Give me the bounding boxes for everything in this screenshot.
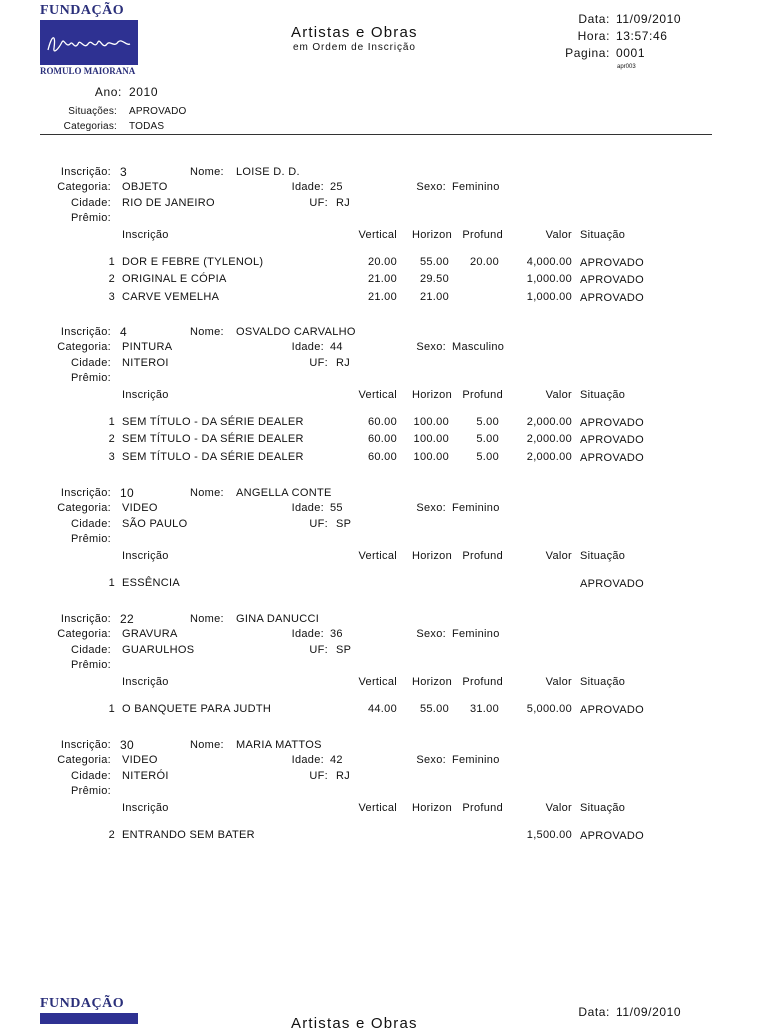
col-header-horizon: Horizon xyxy=(411,389,452,401)
uf-label: UF: xyxy=(309,357,328,369)
categoria-label: Categoria: xyxy=(57,341,111,353)
col-header-inscricao: Inscrição xyxy=(122,389,169,401)
work-title: ENTRANDO SEM BATER xyxy=(122,829,255,841)
premio-label: Prêmio: xyxy=(71,659,111,671)
logo-top-text: FUNDAÇÃO xyxy=(40,3,125,18)
date-label: Data: xyxy=(578,12,610,26)
uf-value: SP xyxy=(336,644,352,656)
artist-name: LOISE D. D. xyxy=(236,166,300,178)
work-number: 1 xyxy=(108,256,115,268)
uf-label: UF: xyxy=(309,644,328,656)
sexo-label: Sexo: xyxy=(416,341,446,353)
work-number: 2 xyxy=(108,829,115,841)
work-number: 1 xyxy=(108,416,115,428)
work-situacao: APROVADO xyxy=(580,434,644,447)
work-horizon: 55.00 xyxy=(419,703,449,715)
uf-value: RJ xyxy=(336,770,351,782)
page-value: 0001 xyxy=(616,46,646,60)
work-title: SEM TÍTULO - DA SÉRIE DEALER xyxy=(122,450,304,463)
nome-label: Nome: xyxy=(190,739,224,751)
year-value: 2010 xyxy=(129,85,159,99)
premio-label: Prêmio: xyxy=(71,785,111,797)
cidade-value: GUARULHOS xyxy=(122,644,195,656)
col-header-profund: Profund xyxy=(462,802,503,814)
col-header-situacao: Situação xyxy=(580,389,626,401)
col-header-inscricao: Inscrição xyxy=(122,802,169,814)
work-horizon: 100.00 xyxy=(413,450,449,463)
categoria-label: Categoria: xyxy=(57,502,111,514)
col-header-valor: Valor xyxy=(545,229,572,241)
nome-label: Nome: xyxy=(190,326,224,338)
category-filter-label: Categorias: xyxy=(63,121,117,132)
work-valor: 2,000.00 xyxy=(526,450,572,463)
idade-value: 42 xyxy=(330,754,343,766)
sexo-value: Feminino xyxy=(452,754,500,766)
cidade-label: Cidade: xyxy=(70,357,111,369)
work-profund: 31.00 xyxy=(469,703,499,715)
cidade-label: Cidade: xyxy=(70,197,111,209)
work-title: CARVE VEMELHA xyxy=(122,290,220,303)
col-header-situacao: Situação xyxy=(580,550,626,562)
cidade-label: Cidade: xyxy=(70,644,111,656)
col-header-vertical: Vertical xyxy=(358,389,397,401)
work-title: DOR E FEBRE (TYLENOL) xyxy=(122,256,264,268)
work-number: 1 xyxy=(108,703,115,715)
work-title: ESSÊNCIA xyxy=(122,577,181,589)
categoria-value: GRAVURA xyxy=(122,628,178,640)
work-valor: 1,000.00 xyxy=(526,290,572,303)
cidade-value: NITERÓI xyxy=(122,770,169,782)
col-header-horizon: Horizon xyxy=(411,229,452,241)
cidade-value: RIO DE JANEIRO xyxy=(122,197,215,209)
work-title: SEM TÍTULO - DA SÉRIE DEALER xyxy=(122,416,304,428)
work-situacao: APROVADO xyxy=(580,830,644,842)
report-subtitle: em Ordem de Inscrição xyxy=(293,42,416,53)
work-horizon: 100.00 xyxy=(413,433,449,446)
idade-label: Idade: xyxy=(291,754,324,766)
col-header-inscricao: Inscrição xyxy=(122,550,169,562)
categoria-label: Categoria: xyxy=(57,754,111,766)
page-label: Pagina: xyxy=(565,46,610,60)
work-profund: 20.00 xyxy=(469,256,499,268)
cidade-label: Cidade: xyxy=(70,770,111,782)
status-filter-label: Situações: xyxy=(68,106,117,117)
work-number: 3 xyxy=(108,450,115,463)
artist-name: OSVALDO CARVALHO xyxy=(236,326,356,338)
category-filter-value: TODAS xyxy=(129,121,165,132)
date-value: 11/09/2010 xyxy=(616,12,682,26)
work-vertical: 44.00 xyxy=(367,703,397,715)
inscricao-value: 4 xyxy=(120,325,127,339)
work-horizon: 29.50 xyxy=(419,273,449,286)
idade-value: 55 xyxy=(330,502,343,514)
sexo-value: Masculino xyxy=(452,341,505,353)
col-header-vertical: Vertical xyxy=(358,229,397,241)
time-label: Hora: xyxy=(577,29,610,43)
sexo-label: Sexo: xyxy=(416,502,446,514)
col-header-valor: Valor xyxy=(545,389,572,401)
logo-top-text: FUNDAÇÃO xyxy=(40,996,125,1011)
cidade-value: NITEROI xyxy=(122,357,169,369)
work-vertical: 60.00 xyxy=(367,416,397,428)
idade-value: 44 xyxy=(330,341,343,353)
inscricao-value: 10 xyxy=(120,486,134,500)
col-header-vertical: Vertical xyxy=(358,550,397,562)
work-situacao: APROVADO xyxy=(580,578,644,590)
col-header-horizon: Horizon xyxy=(411,676,452,688)
artist-name: ANGELLA CONTE xyxy=(236,487,332,499)
inscricao-label: Inscrição: xyxy=(60,487,111,499)
col-header-profund: Profund xyxy=(462,676,503,688)
col-header-valor: Valor xyxy=(545,802,572,814)
categoria-label: Categoria: xyxy=(57,628,111,640)
sexo-label: Sexo: xyxy=(416,754,446,766)
uf-label: UF: xyxy=(309,197,328,209)
work-title: O BANQUETE PARA JUDTH xyxy=(122,703,272,715)
premio-label: Prêmio: xyxy=(71,533,111,545)
work-situacao: APROVADO xyxy=(580,257,644,269)
inscricao-value: 22 xyxy=(120,612,134,626)
col-header-vertical: Vertical xyxy=(358,802,397,814)
logo-signature-image xyxy=(40,1013,138,1024)
nome-label: Nome: xyxy=(190,166,224,178)
col-header-valor: Valor xyxy=(545,550,572,562)
categoria-value: OBJETO xyxy=(122,181,168,193)
work-profund: 5.00 xyxy=(476,450,499,463)
report-title: Artistas e Obras xyxy=(291,1015,418,1032)
cidade-value: SÃO PAULO xyxy=(122,518,188,530)
inscricao-label: Inscrição: xyxy=(60,326,111,338)
work-title: ORIGINAL E CÓPIA xyxy=(122,273,227,286)
col-header-valor: Valor xyxy=(545,676,572,688)
sexo-label: Sexo: xyxy=(416,628,446,640)
inscricao-label: Inscrição: xyxy=(60,739,111,751)
uf-value: RJ xyxy=(336,357,351,369)
work-number: 2 xyxy=(108,273,115,286)
work-horizon: 55.00 xyxy=(419,256,449,268)
work-situacao: APROVADO xyxy=(580,451,644,464)
work-situacao: APROVADO xyxy=(580,291,644,304)
uf-label: UF: xyxy=(309,770,328,782)
work-horizon: 100.00 xyxy=(413,416,449,428)
sexo-value: Feminino xyxy=(452,181,500,193)
work-situacao: APROVADO xyxy=(580,274,644,287)
report-code: apr003 xyxy=(617,64,636,70)
categoria-label: Categoria: xyxy=(57,181,111,193)
work-valor: 4,000.00 xyxy=(526,256,572,268)
col-header-horizon: Horizon xyxy=(411,802,452,814)
work-title: SEM TÍTULO - DA SÉRIE DEALER xyxy=(122,433,304,446)
work-vertical: 21.00 xyxy=(367,290,397,303)
idade-value: 36 xyxy=(330,628,343,640)
nome-label: Nome: xyxy=(190,487,224,499)
idade-value: 25 xyxy=(330,181,343,193)
col-header-vertical: Vertical xyxy=(358,676,397,688)
work-profund: 5.00 xyxy=(476,433,499,446)
sexo-label: Sexo: xyxy=(416,181,446,193)
col-header-inscricao: Inscrição xyxy=(122,229,169,241)
col-header-inscricao: Inscrição xyxy=(122,676,169,688)
nome-label: Nome: xyxy=(190,613,224,625)
idade-label: Idade: xyxy=(291,341,324,353)
work-number: 2 xyxy=(108,433,115,446)
col-header-situacao: Situação xyxy=(580,676,626,688)
work-valor: 1,000.00 xyxy=(526,273,572,286)
work-vertical: 60.00 xyxy=(367,450,397,463)
col-header-profund: Profund xyxy=(462,229,503,241)
sexo-value: Feminino xyxy=(452,502,500,514)
work-vertical: 21.00 xyxy=(367,273,397,286)
idade-label: Idade: xyxy=(291,502,324,514)
sexo-value: Feminino xyxy=(452,628,500,640)
col-header-profund: Profund xyxy=(462,550,503,562)
logo-bottom-text: ROMULO MAIORANA xyxy=(40,66,136,76)
artist-name: MARIA MATTOS xyxy=(236,739,322,751)
col-header-horizon: Horizon xyxy=(411,550,452,562)
premio-label: Prêmio: xyxy=(71,212,111,224)
work-situacao: APROVADO xyxy=(580,417,644,429)
work-situacao: APROVADO xyxy=(580,704,644,716)
idade-label: Idade: xyxy=(291,181,324,193)
artist-name: GINA DANUCCI xyxy=(236,613,320,625)
inscricao-value: 30 xyxy=(120,738,134,752)
year-label: Ano: xyxy=(94,85,122,99)
work-valor: 1,500.00 xyxy=(526,829,572,841)
idade-label: Idade: xyxy=(291,628,324,640)
col-header-situacao: Situação xyxy=(580,229,626,241)
logo-signature-image xyxy=(40,20,138,65)
categoria-value: VIDEO xyxy=(122,502,158,514)
work-vertical: 60.00 xyxy=(367,433,397,446)
premio-label: Prêmio: xyxy=(71,372,111,384)
work-number: 3 xyxy=(108,290,115,303)
date-value: 11/09/2010 xyxy=(616,1005,682,1019)
col-header-profund: Profund xyxy=(462,389,503,401)
report-title: Artistas e Obras xyxy=(291,24,418,41)
signature-icon xyxy=(40,20,138,65)
col-header-situacao: Situação xyxy=(580,802,626,814)
date-label: Data: xyxy=(578,1005,610,1019)
categoria-value: VIDEO xyxy=(122,754,158,766)
cidade-label: Cidade: xyxy=(70,518,111,530)
work-vertical: 20.00 xyxy=(367,256,397,268)
inscricao-value: 3 xyxy=(120,165,127,179)
categoria-value: PINTURA xyxy=(122,341,173,353)
work-valor: 2,000.00 xyxy=(526,433,572,446)
uf-value: RJ xyxy=(336,197,351,209)
time-value: 13:57:46 xyxy=(616,29,668,43)
uf-value: SP xyxy=(336,518,352,530)
uf-label: UF: xyxy=(309,518,328,530)
header-divider xyxy=(40,134,712,135)
work-horizon: 21.00 xyxy=(419,290,449,303)
work-number: 1 xyxy=(108,577,115,589)
work-profund: 5.00 xyxy=(476,416,499,428)
work-valor: 5,000.00 xyxy=(526,703,572,715)
inscricao-label: Inscrição: xyxy=(60,613,111,625)
work-valor: 2,000.00 xyxy=(526,416,572,428)
inscricao-label: Inscrição: xyxy=(60,166,111,178)
status-filter-value: APROVADO xyxy=(129,106,187,117)
